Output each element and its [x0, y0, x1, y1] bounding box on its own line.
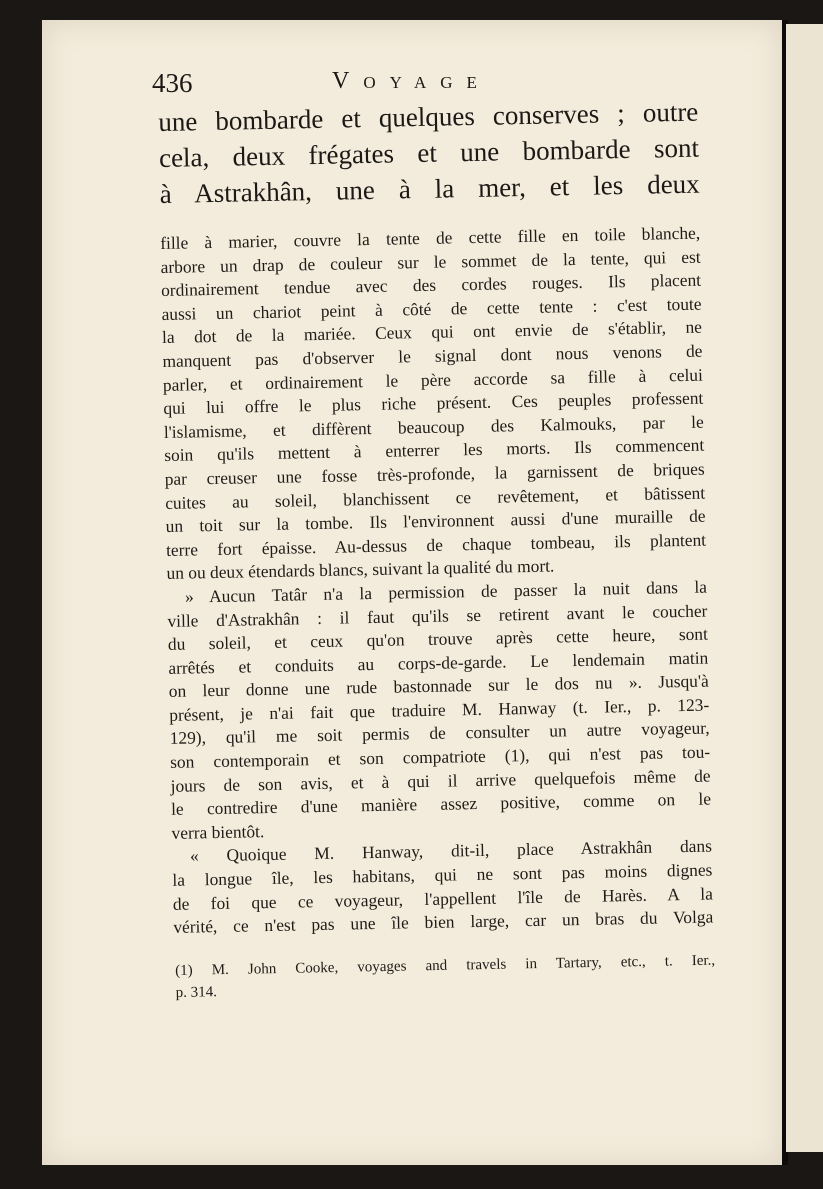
large-line: cela, deux frégates et une bombarde sont: [158, 132, 700, 173]
footnote-line: p. 314.: [175, 984, 218, 1001]
text-line: soin qu'ils mettent à enterrer les morts. Ils commencent: [164, 434, 705, 466]
text-line: qui lui offre le plus riche présent. Ces peuples professent: [163, 387, 704, 419]
text-line: un toit sur la tombe. Ils l'environnent aussi d'une muraille de: [165, 505, 706, 537]
text-line: le contredire d'une manière assez positive, comme on le: [170, 788, 712, 820]
text-line: jours de son avis, et à qui il arrive quelquefois même de: [170, 765, 711, 796]
text-line: arbore un drap de couleur sur le sommet de la tente, qui est: [160, 246, 701, 277]
text-line: la longue île, les habitans, qui ne sont pas moins dignes: [172, 859, 713, 890]
text-line: » Aucun Tatâr n'a la permission de passer la nuit dans la: [184, 576, 708, 607]
text-line: fille à marier, couvre la tente de cette fille en toile blanche,: [160, 222, 701, 253]
facing-page-edge: [786, 24, 823, 1152]
text-line: terre fort épaisse. Au-dessus de chaque tombeau, ils plantent: [165, 529, 707, 560]
text-line: ordinairement tendue avec des cordes rouges. Ils placent: [160, 269, 702, 301]
large-line: une bombarde et quelques conserves ; outre: [158, 96, 699, 137]
text-line: aussi un chariot peint à côté de cette tente : c'est toute: [161, 293, 702, 324]
text-line: cuites au soleil, blanchissent ce revêtement, et bâtissent: [165, 482, 706, 513]
text-line: manquent pas d'observer le signal dont nous venons de: [162, 340, 703, 371]
footnote-line: (1) M. John Cooke, voyages and travels in Tartary, etc., t. Ier.,: [175, 952, 716, 979]
text-line: la dot de la mariée. Ceux qui ont envie de s'établir, ne: [161, 316, 703, 348]
text-line: parler, et ordinairement le père accorde sa fille à celui: [162, 364, 704, 395]
large-line: à Astrakhân, une à la mer, et les deux: [159, 168, 700, 209]
text-line: l'islamisme, et diffèrent beaucoup des Kalmouks, par le: [163, 411, 704, 442]
body-text: [160, 222, 713, 940]
text-line: on leur donne une rude bastonnade sur le dos nu ». Jusqu'à: [168, 670, 709, 702]
text-line: un ou deux étendards blancs, suivant la qualité du mort.: [166, 555, 555, 584]
text-line: son contemporain et son compatriote (1), qui n'est pas tou-: [169, 741, 711, 772]
text-line: 129), qu'il me soit permis de consulter un autre voyageur,: [169, 718, 710, 749]
text-line: verra bientôt.: [171, 820, 265, 843]
page-number: 436: [152, 68, 193, 98]
text-line: « Quoique M. Hanway, dit-il, place Astrakhân dans: [189, 835, 713, 866]
text-line: vérité, ce n'est pas une île bien large, car un bras du Volga: [173, 906, 714, 938]
running-title: Voyage: [332, 68, 491, 94]
text-line: ville d'Astrakhân : il faut qu'ils se retirent avant le coucher: [167, 600, 708, 631]
large-type-block: [158, 94, 700, 212]
text-line: arrêtés et conduits au corps-de-garde. Le lendemain matin: [168, 647, 709, 678]
text-line: par creuser une fosse très-profonde, la garnissent de briques: [164, 458, 705, 489]
text-line: du soleil, et ceux qu'on trouve après cette heure, sont: [167, 623, 709, 655]
text-line: de foi que ce voyageur, l'appellent l'île de Harès. A la: [172, 883, 713, 914]
text-line: présent, je n'ai fait que traduire M. Hanway (t. Ier., p. 123-: [169, 694, 710, 725]
